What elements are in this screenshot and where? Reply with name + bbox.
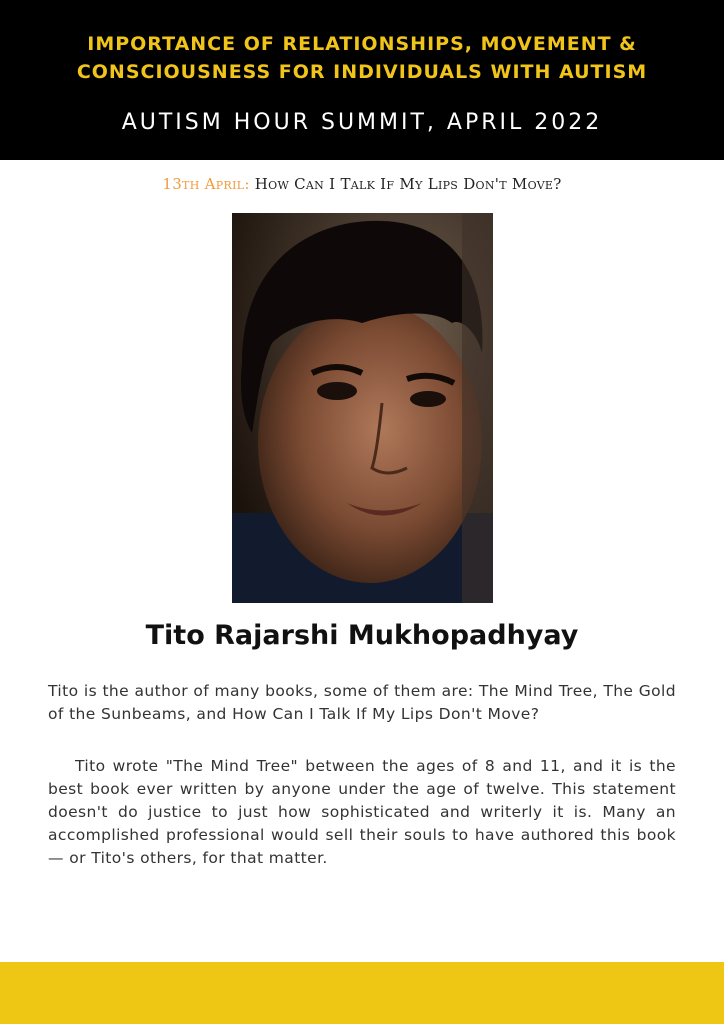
bio-paragraph-1: Tito is the author of many books, some of them are: The Mind Tree, The Gold of the Sunbeams, and How Can I Talk If My Lips Don't Move? — [48, 682, 676, 723]
event-title-line-1: IMPORTANCE OF RELATIONSHIPS, MOVEMENT & — [87, 33, 637, 55]
header-banner — [0, 0, 724, 160]
session-line — [0, 175, 724, 193]
footer-band — [0, 962, 724, 1024]
session-date: 13th April: — [162, 175, 250, 193]
event-title — [0, 30, 724, 86]
session-talk-title: How Can I Talk If My Lips Don't Move? — [254, 175, 562, 193]
event-title-line-2: CONSCIOUSNESS FOR INDIVIDUALS WITH AUTISM — [76, 61, 648, 83]
event-subtitle: AUTISM HOUR SUMMIT, APRIL 2022 — [121, 110, 603, 135]
speaker-name: Tito Rajarshi Mukhopadhyay — [145, 620, 579, 651]
bio-paragraph-2: Tito wrote "The Mind Tree" between the ages of 8 and 11, and it is the best book ever written by anyone under the age of twelve. This statement doesn't do justice to just how sophisticated and writerly it is. Many an accomplished professional would sell their souls to have authored this book — or Tito's others, for that matter. — [48, 757, 676, 867]
speaker-portrait-image — [232, 213, 493, 603]
speaker-photo — [232, 213, 493, 603]
